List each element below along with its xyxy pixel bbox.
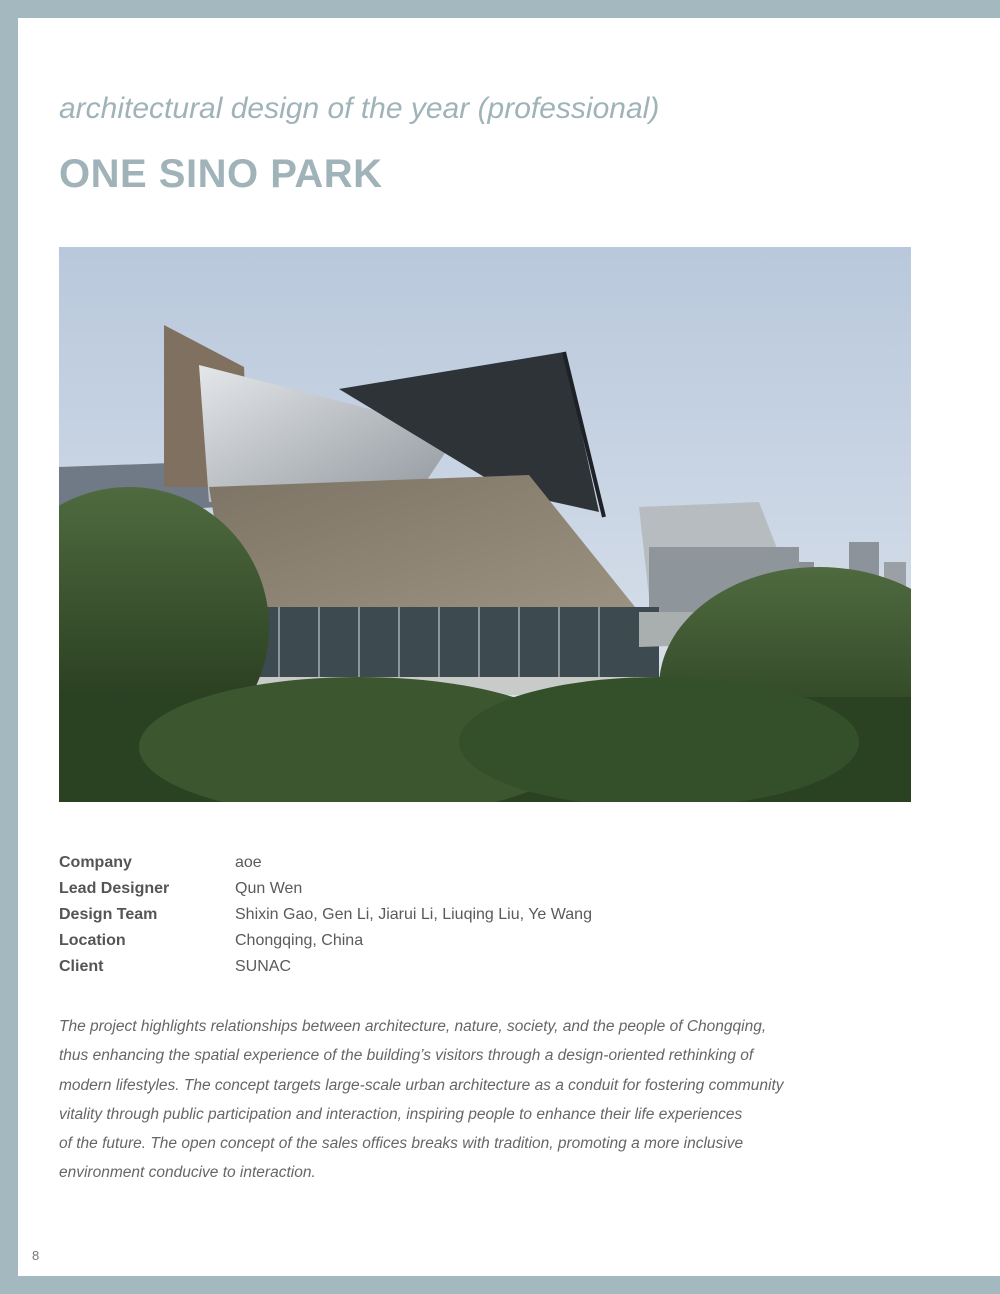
project-title: ONE SINO PARK — [59, 152, 383, 196]
description-line: environment conducive to interaction. — [59, 1164, 316, 1182]
project-credits — [59, 850, 592, 980]
award-category: architectural design of the year (professional) — [59, 92, 660, 125]
credit-label: Design Team — [59, 906, 158, 923]
description-line: vitality through public participation and interaction, inspiring people to enhance their life experiences — [59, 1105, 743, 1123]
credit-row-lead-designer — [59, 876, 592, 902]
credit-row-location — [59, 928, 592, 954]
credit-value: Chongqing, China — [235, 932, 364, 949]
credit-label: Company — [59, 854, 132, 871]
description-line: The project highlights relationships between architecture, nature, society, and the people of Chongqing, — [59, 1018, 767, 1035]
credit-label: Lead Designer — [59, 880, 170, 897]
credit-value: Shixin Gao, Gen Li, Jiarui Li, Liuqing Liu, Ye Wang — [235, 906, 592, 923]
project-description — [59, 1012, 929, 1188]
credit-row-design-team — [59, 902, 592, 928]
credit-value: aoe — [235, 854, 262, 871]
page — [18, 18, 1000, 1276]
credit-row-client — [59, 954, 592, 980]
page-number: 8 — [32, 1248, 40, 1263]
credit-value: SUNAC — [235, 958, 292, 975]
credit-label: Location — [59, 932, 126, 949]
description-line: modern lifestyles. The concept targets large-scale urban architecture as a conduit for fostering community — [59, 1076, 784, 1094]
credit-value: Qun Wen — [235, 880, 303, 897]
building-photo — [59, 247, 911, 802]
description-line: thus enhancing the spatial experience of the building’s visitors through a design-oriented rethinking of — [59, 1047, 754, 1065]
description-line: of the future. The open concept of the sales offices breaks with tradition, promoting a more inclusive — [59, 1135, 744, 1153]
credit-row-company — [59, 850, 592, 876]
credit-label: Client — [59, 958, 104, 975]
